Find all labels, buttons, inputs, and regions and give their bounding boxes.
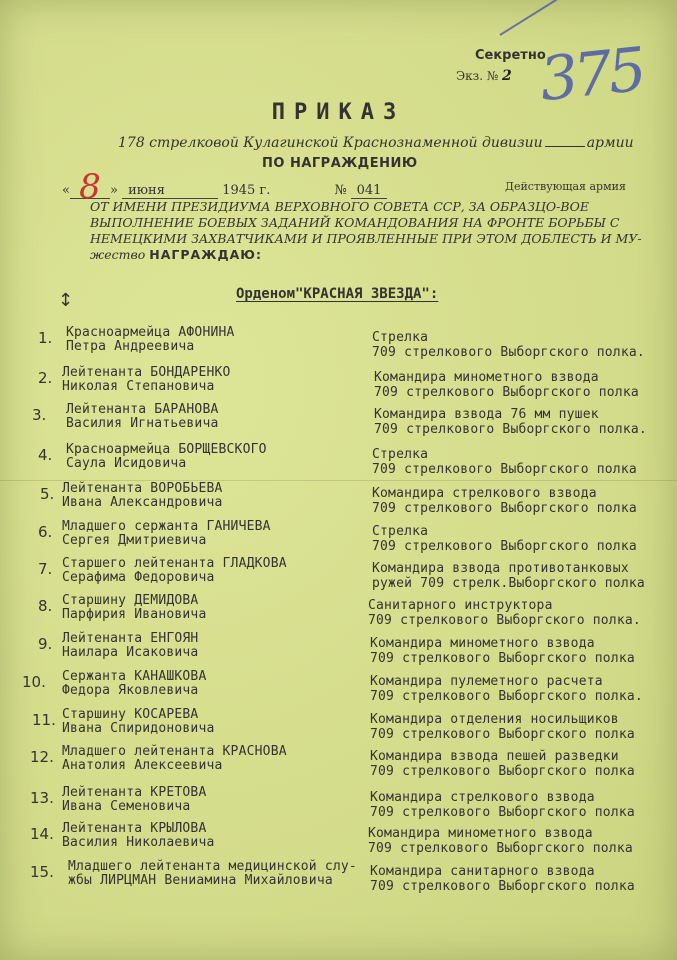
entry-duty: Командира взвода 76 мм пушек (374, 407, 599, 422)
order-number: 041 (351, 183, 387, 199)
entry-given-names: Ивана Семеновича (62, 799, 191, 814)
entry-position (372, 561, 645, 591)
entry-duty: Санитарного инструктора (368, 598, 553, 613)
army-label: Действующая армия (505, 180, 626, 193)
pencil-stroke (499, 0, 644, 36)
entry-number: 4. (38, 446, 53, 464)
document-title: ПРИКАЗ (271, 100, 406, 125)
date-month: июня (122, 183, 218, 199)
entry-rank-surname: Лейтенанта ВОРОБЬЕВА (62, 481, 223, 496)
entry-number: 12. (30, 748, 54, 766)
entry-rank-surname: Красноармейца БОРЩЕВСКОГО (66, 442, 267, 457)
entry-given-names: Ивана Спиридоновича (62, 721, 215, 736)
entry-rank-surname: Старшину ДЕМИДОВА (62, 593, 199, 608)
entry-name (62, 557, 287, 585)
entry-position (372, 330, 645, 360)
award-word: НАГРАЖДАЮ: (149, 247, 262, 262)
entry-name (62, 482, 223, 510)
entry-number: 3. (32, 406, 47, 424)
entry-rank-surname: Лейтенанта ЕНГОЯН (62, 631, 199, 646)
entry-position (372, 447, 637, 477)
entry-given-names: Ивана Александровича (62, 495, 223, 510)
pencil-mark: ↕ (58, 290, 74, 311)
date-year-prefix: 194 (222, 183, 248, 198)
entry-number: 2. (38, 369, 53, 387)
entry-name (62, 670, 206, 698)
entry-unit: 709 стрелкового Выборгского полка (370, 651, 635, 666)
preamble-text (90, 199, 650, 263)
entry-unit: 709 стрелкового Выборгского полка (372, 462, 637, 477)
entry-given-names: Василия Игнатьевича (66, 416, 219, 431)
entry-duty: Командира санитарного взвода (370, 864, 595, 879)
entry-position (370, 864, 635, 894)
entry-rank-surname: Старшего лейтенанта ГЛАДКОВА (62, 556, 287, 571)
entry-number: 9. (38, 635, 53, 653)
blank-field (545, 146, 585, 147)
entry-position (372, 524, 637, 554)
entry-number: 7. (38, 560, 53, 578)
entry-given-names: Анатолия Алексеевича (62, 758, 223, 773)
entry-given-names: Сергея Дмитриевича (62, 533, 207, 548)
entry-unit: 709 стрелкового Выборгского полка (370, 879, 635, 894)
entry-given-names: Федора Яковлевича (62, 683, 199, 698)
entry-position (374, 407, 647, 437)
entry-rank-surname: Младшего сержанта ГАНИЧЕВА (62, 519, 271, 534)
entry-unit: 709 стрелкового Выборгского полка (370, 727, 635, 742)
entry-name (62, 594, 206, 622)
date-year-suffix: 5 г. (247, 183, 271, 198)
entry-given-names: Серафима Федоровича (62, 570, 215, 585)
army-word: армии (586, 135, 634, 151)
entry-given-names: Наилара Исаковича (62, 645, 199, 660)
entry-position (372, 486, 637, 516)
copy-number-line (456, 68, 512, 84)
entry-position (374, 370, 639, 400)
entry-rank-surname: Лейтенанта БАРАНОВА (66, 402, 219, 417)
entry-position (370, 636, 635, 666)
entry-unit: 709 стрелкового Выборгского полка. (374, 422, 647, 437)
entry-number: 6. (38, 523, 53, 541)
entry-given-names: Саула Исидовича (66, 456, 187, 471)
entry-number: 8. (38, 597, 53, 615)
entry-name (62, 632, 198, 660)
entry-rank-surname: Лейтенанта КРЫЛОВА (62, 821, 207, 836)
entry-position (368, 826, 633, 856)
entry-number: 15. (30, 863, 54, 881)
entry-unit: 709 стрелкового Выборгского полка (370, 805, 635, 820)
date-row: « 8 » июня 1945 г. № 041 (62, 176, 387, 199)
entry-name (66, 326, 235, 354)
entry-unit: 709 стрелкового Выборгского полка (372, 539, 637, 554)
handwritten-number: 375 (536, 34, 646, 116)
entry-rank-surname: Лейтенанта КРЕТОВА (62, 785, 207, 800)
entry-rank-surname: Сержанта КАНАШКОВА (62, 669, 207, 684)
document-subtitle: ПО НАГРАЖДЕНИЮ (262, 156, 418, 171)
entry-name (62, 745, 287, 773)
entry-duty: Командира минометного взвода (374, 370, 599, 385)
entry-rank-surname: Старшину КОСАРЕВА (62, 707, 199, 722)
entry-unit: 709 стрелкового Выборгского полка (372, 501, 637, 516)
entry-unit: 709 стрелкового Выборгского полка (370, 764, 635, 779)
entry-name (66, 403, 219, 431)
entry-name (68, 860, 357, 888)
preamble-body: ОТ ИМЕНИ ПРЕЗИДИУМА ВЕРХОВНОГО СОВЕТА ССР, ЗА ОБРАЗЦО-ВОЕ ВЫПОЛНЕНИЕ БОЕВЫХ ЗАДАНИЙ КОМАНДОВАНИЯ НА ФРОНТЕ БОРЬБЫ С НЕМЕЦКИМИ ЗАХВАТЧИКАМИ И ПРОЯВЛЕННЫЕ ПРИ ЭТОМ ДОБЛЕСТЬ И МУ-жество (90, 199, 642, 262)
entry-unit: 709 стрелкового Выборгского полка. (368, 613, 641, 628)
entry-name (62, 822, 215, 850)
entry-duty: Командира стрелкового взвода (372, 486, 597, 501)
entry-rank-surname: Красноармейца АФОНИНА (66, 325, 235, 340)
entry-name (62, 520, 271, 548)
entry-position (370, 790, 635, 820)
entry-rank-surname: Лейтенанта БОНДАРЕНКО (62, 365, 231, 380)
secret-label: Секретно (475, 48, 546, 63)
copy-number: 2 (502, 68, 512, 84)
entry-duty: Командира стрелкового взвода (370, 790, 595, 805)
division-name: 178 стрелковой Кулагинской Краснознаменной дивизии (118, 135, 543, 151)
entry-number: 1. (38, 329, 53, 347)
entry-rank-surname: Младшего лейтенанта КРАСНОВА (62, 744, 287, 759)
entry-unit: 709 стрелкового Выборгского полка (368, 841, 633, 856)
entry-duty: Командира минометного взвода (370, 636, 595, 651)
copy-label: Экз. № (456, 69, 499, 83)
entry-rank-surname: Младшего лейтенанта медицинской слу- (68, 859, 357, 874)
entry-given-names: Петра Андреевича (66, 339, 195, 354)
entry-number: 10. (22, 673, 46, 691)
medal-heading: Орденом"КРАСНАЯ ЗВЕЗДА": (236, 286, 439, 302)
order-number-label: № (334, 183, 347, 198)
entry-duty: Стрелка (372, 524, 429, 539)
entry-position (370, 674, 643, 704)
entry-position (368, 598, 641, 628)
entry-name (66, 443, 267, 471)
entry-position (370, 712, 635, 742)
entry-number: 13. (30, 789, 54, 807)
entry-unit: 709 стрелкового Выборгского полка. (372, 345, 645, 360)
entry-duty: Командира взвода пешей разведки (370, 749, 619, 764)
division-line (118, 135, 634, 151)
entry-name (62, 708, 215, 736)
entry-name (62, 366, 231, 394)
entry-duty: Командира минометного взвода (368, 826, 593, 841)
entry-given-names: Василия Николаевича (62, 835, 215, 850)
entry-number: 11. (32, 711, 56, 729)
entry-unit: ружей 709 стрелк.Выборгского полка (372, 576, 645, 591)
entry-given-names: жбы ЛИРЦМАН Вениамина Михайловича (68, 873, 333, 888)
entry-unit: 709 стрелкового Выборгского полка (374, 385, 639, 400)
entry-name (62, 786, 206, 814)
entry-duty: Стрелка (372, 447, 429, 462)
entry-given-names: Парфирия Ивановича (62, 607, 207, 622)
entry-number: 14. (30, 825, 54, 843)
entry-number: 5. (40, 485, 55, 503)
entry-duty: Командира пулеметного расчета (370, 674, 603, 689)
entry-unit: 709 стрелкового Выборгского полка. (370, 689, 643, 704)
entry-duty: Командира отделения носильщиков (370, 712, 619, 727)
entry-position (370, 749, 635, 779)
entry-duty: Стрелка (372, 330, 429, 345)
date-day: 8 (70, 176, 110, 199)
entry-duty: Командира взвода противотанковых (372, 561, 629, 576)
entry-given-names: Николая Степановича (62, 379, 215, 394)
